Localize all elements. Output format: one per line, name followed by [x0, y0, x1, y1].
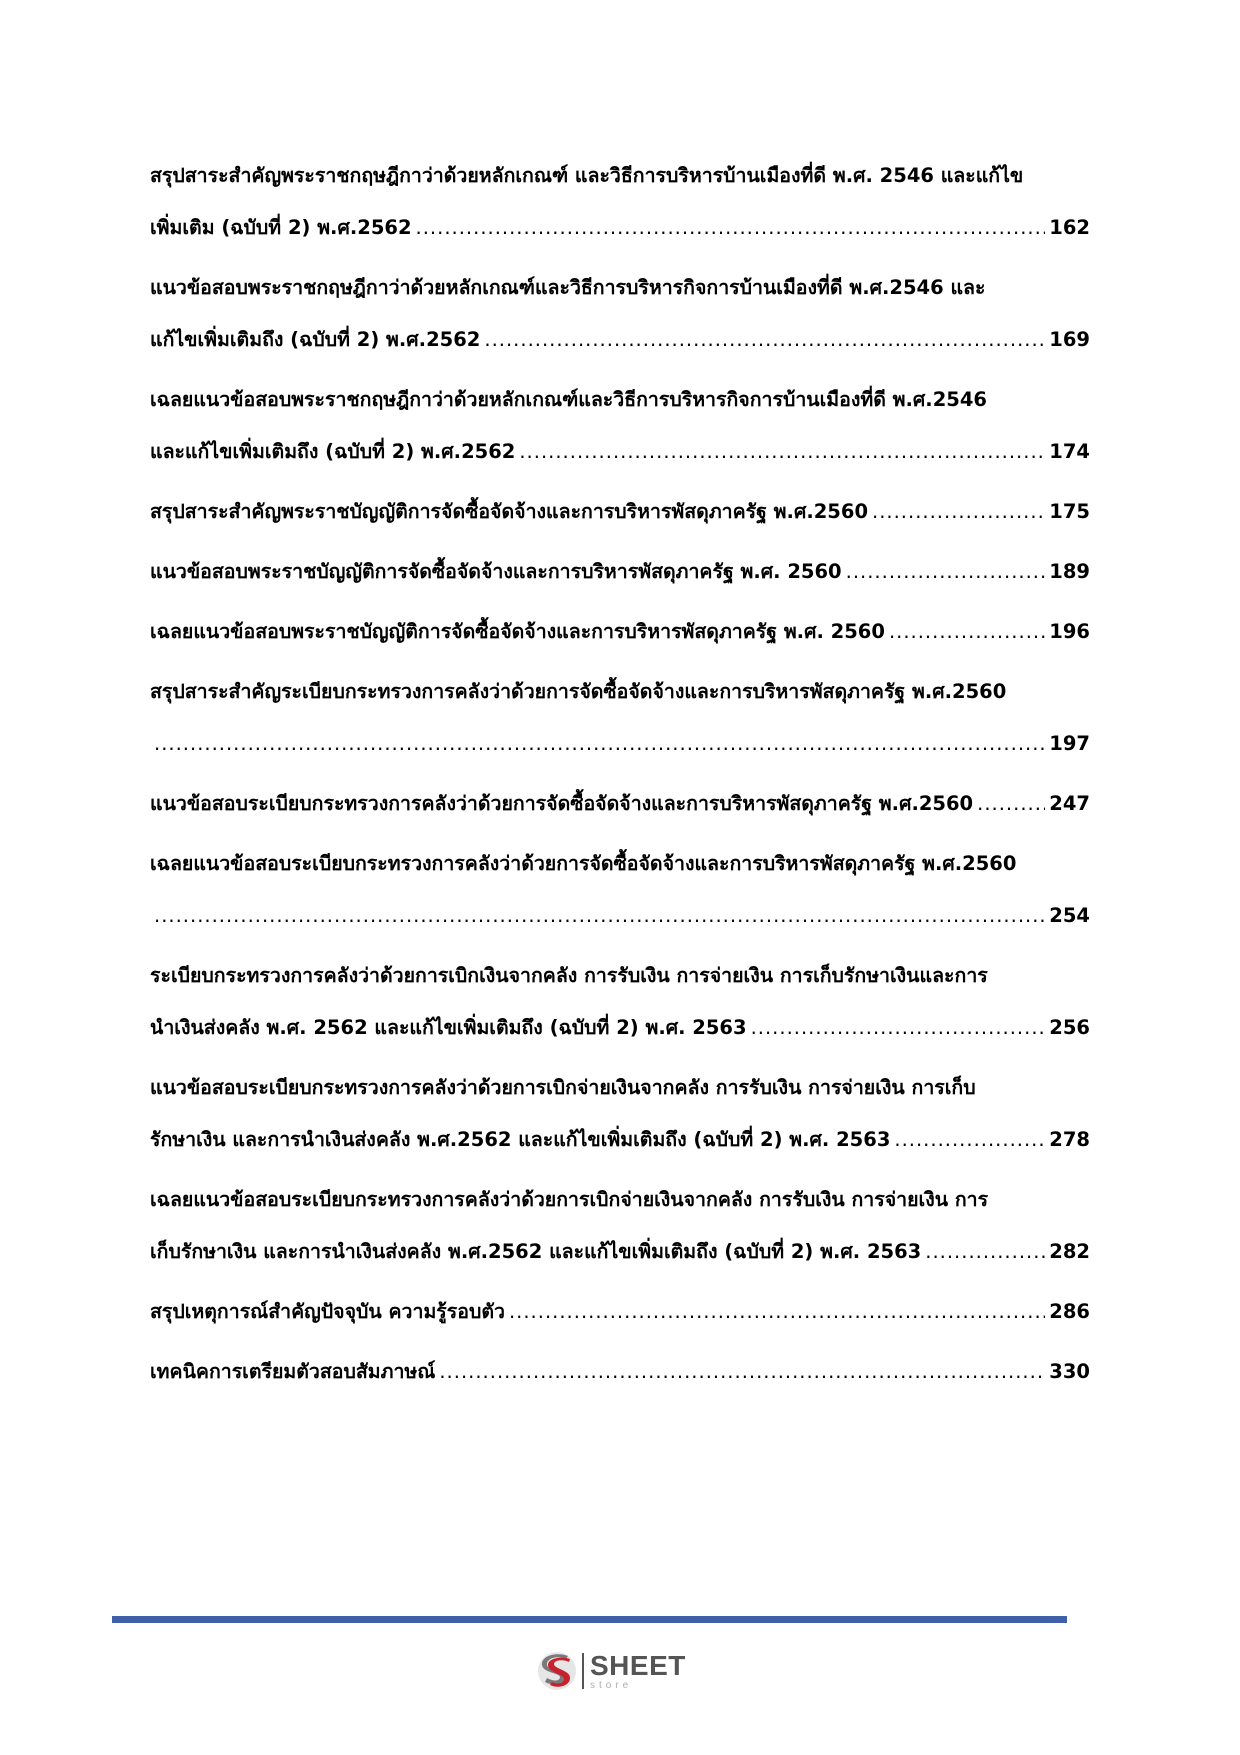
- toc-leader-dots: [484, 314, 1045, 366]
- toc-entry-last-line: [150, 606, 1090, 658]
- toc-entry-last-line: [150, 1286, 1090, 1338]
- toc-entry-title-line: สรุปสาระสำคัญระเบียบกระทรวงการคลังว่าด้วยการจัดซื้อจัดจ้างและการบริหารพัสดุภาครัฐ พ.ศ.2560: [150, 680, 1007, 703]
- toc-entry-last-line: [150, 1114, 1090, 1166]
- toc-entry-title-line: สรุปสาระสำคัญพระราชกฤษฎีกาว่าด้วยหลักเกณฑ์ และวิธีการบริหารบ้านเมืองที่ดี พ.ศ. 2546 และแก้ไข: [150, 164, 1024, 187]
- toc-entry-title-line: แนวข้อสอบพระราชกฤษฎีกาว่าด้วยหลักเกณฑ์และวิธีการบริหารกิจการบ้านเมืองที่ดี พ.ศ.2546 และ: [150, 276, 986, 299]
- footer-rule: [112, 1616, 1067, 1623]
- toc-entry-gap: [150, 830, 1090, 838]
- toc-page-number: 162: [1049, 216, 1090, 239]
- toc-leader-dots: [509, 1286, 1045, 1338]
- toc-entry-last-line: [150, 1346, 1090, 1398]
- toc-entry-last-line: [150, 718, 1090, 770]
- toc-entry-title: เฉลยแนวข้อสอบพระราชบัญญัติการจัดซื้อจัดจ้างและการบริหารพัสดุภาครัฐ พ.ศ. 2560: [150, 620, 885, 643]
- sheet-store-logo: [536, 1648, 686, 1694]
- toc-page-number: 175: [1049, 500, 1090, 523]
- toc-entry-gap: [150, 1338, 1090, 1346]
- toc-leader-dots: [416, 202, 1046, 254]
- toc-entry: [150, 546, 1090, 598]
- toc-entry-gap: [150, 254, 1090, 262]
- table-of-contents: [150, 150, 1090, 1406]
- toc-entry: [150, 606, 1090, 658]
- toc-entry-title-line: เฉลยแนวข้อสอบระเบียบกระทรวงการคลังว่าด้วยการจัดซื้อจัดจ้างและการบริหารพัสดุภาครัฐ พ.ศ.2560: [150, 852, 1017, 875]
- toc-entry-title: และแก้ไขเพิ่มเติมถึง (ฉบับที่ 2) พ.ศ.2562: [150, 440, 516, 463]
- toc-entry-last-line: [150, 202, 1090, 254]
- toc-entry-title-line: เฉลยแนวข้อสอบระเบียบกระทรวงการคลังว่าด้วยการเบิกจ่ายเงินจากคลัง การรับเงิน การจ่ายเงิน การ: [150, 1188, 989, 1211]
- toc-page-number: 189: [1049, 560, 1090, 583]
- toc-page-number: 286: [1049, 1300, 1090, 1323]
- logo-divider: [582, 1653, 584, 1689]
- toc-page-number: 254: [1049, 904, 1090, 927]
- toc-entry-title: เก็บรักษาเงิน และการนำเงินส่งคลัง พ.ศ.2562 และแก้ไขเพิ่มเติมถึง (ฉบับที่ 2) พ.ศ. 2563: [150, 1240, 922, 1263]
- toc-entry-last-line: [150, 1226, 1090, 1278]
- toc-entry-title: แนวข้อสอบพระราชบัญญัติการจัดซื้อจัดจ้างและการบริหารพัสดุภาครัฐ พ.ศ. 2560: [150, 560, 842, 583]
- logo-main-text: SHEET: [590, 1649, 686, 1681]
- toc-entry-last-line: [150, 778, 1090, 830]
- toc-entry-title: สรุปเหตุการณ์สำคัญปัจจุบัน ความรู้รอบตัว: [150, 1300, 505, 1323]
- toc-entry-gap: [150, 478, 1090, 486]
- toc-entry-gap: [150, 1166, 1090, 1174]
- toc-leader-dots: [925, 1226, 1045, 1278]
- toc-entry-title: แก้ไขเพิ่มเติมถึง (ฉบับที่ 2) พ.ศ.2562: [150, 328, 481, 351]
- toc-entry-title: นำเงินส่งคลัง พ.ศ. 2562 และแก้ไขเพิ่มเติมถึง (ฉบับที่ 2) พ.ศ. 2563: [150, 1016, 747, 1039]
- toc-entry-gap: [150, 658, 1090, 666]
- toc-entry-last-line: [150, 1002, 1090, 1054]
- toc-page-number: 256: [1049, 1016, 1090, 1039]
- toc-entry: [150, 486, 1090, 538]
- toc-page-number: 247: [1049, 792, 1090, 815]
- toc-entry-gap: [150, 1054, 1090, 1062]
- toc-entry: [150, 150, 1090, 254]
- toc-leader-dots: [439, 1346, 1045, 1398]
- toc-entry: [150, 1346, 1090, 1398]
- toc-entry-last-line: [150, 890, 1090, 942]
- toc-leader-dots: [154, 890, 1045, 942]
- toc-page-number: 278: [1049, 1128, 1090, 1151]
- toc-entry-title-line: ระเบียบกระทรวงการคลังว่าด้วยการเบิกเงินจากคลัง การรับเงิน การจ่ายเงิน การเก็บรักษาเงินและการ: [150, 964, 988, 987]
- logo-sub-text: store: [590, 1679, 633, 1691]
- toc-entry-title: รักษาเงิน และการนำเงินส่งคลัง พ.ศ.2562 และแก้ไขเพิ่มเติมถึง (ฉบับที่ 2) พ.ศ. 2563: [150, 1128, 891, 1151]
- toc-entry-last-line: [150, 486, 1090, 538]
- toc-entry-title-line: เฉลยแนวข้อสอบพระราชกฤษฎีกาว่าด้วยหลักเกณฑ์และวิธีการบริหารกิจการบ้านเมืองที่ดี พ.ศ.2546: [150, 388, 987, 411]
- toc-entry-gap: [150, 1278, 1090, 1286]
- toc-leader-dots: [519, 426, 1045, 478]
- toc-entry: [150, 778, 1090, 830]
- toc-leader-dots: [894, 1114, 1045, 1166]
- toc-entry-last-line: [150, 546, 1090, 598]
- toc-entry-gap: [150, 942, 1090, 950]
- toc-entry-gap: [150, 598, 1090, 606]
- toc-entry-gap: [150, 538, 1090, 546]
- toc-leader-dots: [977, 778, 1045, 830]
- toc-entry: [150, 1174, 1090, 1278]
- toc-entry-gap: [150, 1398, 1090, 1406]
- toc-leader-dots: [846, 546, 1046, 598]
- toc-entry: [150, 666, 1090, 770]
- toc-entry-title: แนวข้อสอบระเบียบกระทรวงการคลังว่าด้วยการจัดซื้อจัดจ้างและการบริหารพัสดุภาครัฐ พ.ศ.2560: [150, 792, 974, 815]
- toc-entry: [150, 950, 1090, 1054]
- toc-leader-dots: [889, 606, 1045, 658]
- toc-entry-title: สรุปสาระสำคัญพระราชบัญญัติการจัดซื้อจัดจ้างและการบริหารพัสดุภาครัฐ พ.ศ.2560: [150, 500, 869, 523]
- toc-page-number: 282: [1049, 1240, 1090, 1263]
- sheet-store-logo-icon: [536, 1650, 578, 1692]
- toc-entry: [150, 838, 1090, 942]
- toc-page-number: 169: [1049, 328, 1090, 351]
- toc-page-number: 196: [1049, 620, 1090, 643]
- logo-text: [590, 1649, 686, 1691]
- toc-page-number: 174: [1049, 440, 1090, 463]
- toc-entry: [150, 1062, 1090, 1166]
- toc-leader-dots: [751, 1002, 1046, 1054]
- toc-page-number: 197: [1049, 732, 1090, 755]
- toc-entry-last-line: [150, 314, 1090, 366]
- toc-page-number: 330: [1049, 1360, 1090, 1383]
- toc-entry-title-line: แนวข้อสอบระเบียบกระทรวงการคลังว่าด้วยการเบิกจ่ายเงินจากคลัง การรับเงิน การจ่ายเงิน การเก็บ: [150, 1076, 976, 1099]
- toc-entry: [150, 1286, 1090, 1338]
- toc-leader-dots: [154, 718, 1045, 770]
- toc-entry: [150, 262, 1090, 366]
- toc-entry-gap: [150, 366, 1090, 374]
- toc-entry-last-line: [150, 426, 1090, 478]
- toc-entry-gap: [150, 770, 1090, 778]
- toc-entry: [150, 374, 1090, 478]
- toc-entry-title: เพิ่มเติม (ฉบับที่ 2) พ.ศ.2562: [150, 216, 412, 239]
- toc-leader-dots: [872, 486, 1045, 538]
- toc-entry-title: เทคนิคการเตรียมตัวสอบสัมภาษณ์: [150, 1360, 436, 1383]
